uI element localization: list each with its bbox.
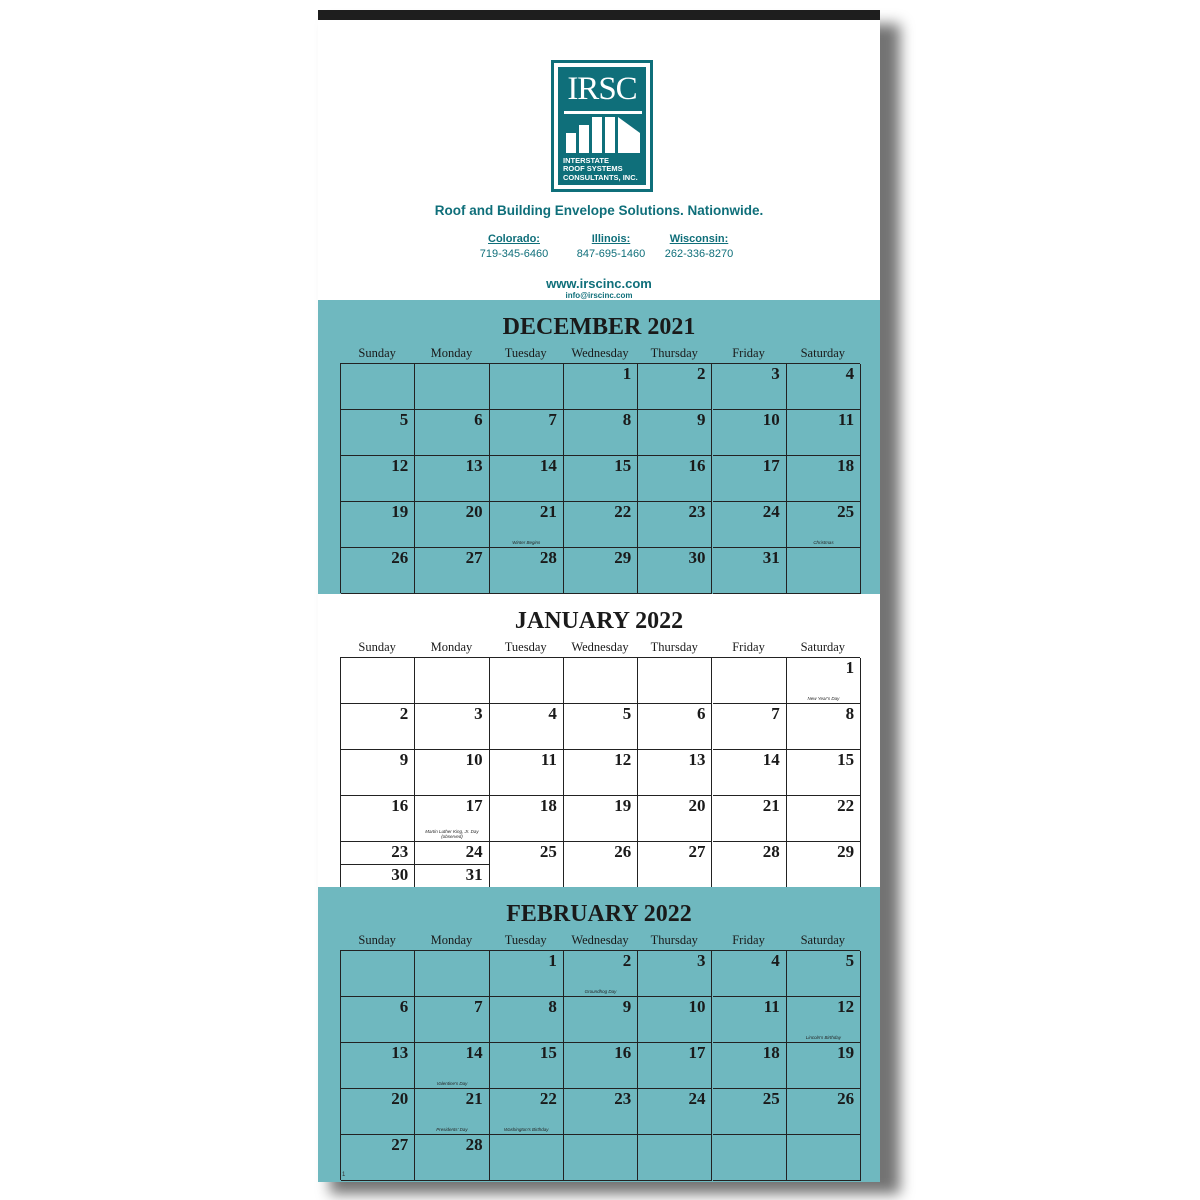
day-cell[interactable] bbox=[341, 1089, 415, 1135]
day-number: 15 bbox=[837, 750, 855, 769]
day-number: 20 bbox=[465, 502, 483, 521]
day-cell[interactable] bbox=[490, 456, 564, 502]
day-number: 27 bbox=[391, 1135, 409, 1154]
weekday-label: Saturday bbox=[800, 640, 846, 654]
day-cell[interactable] bbox=[415, 842, 489, 865]
day-cell[interactable] bbox=[341, 750, 415, 796]
day-number: 22 bbox=[837, 796, 855, 815]
day-number: 11 bbox=[763, 997, 780, 1016]
day-number: 10 bbox=[762, 410, 780, 429]
day-cell[interactable] bbox=[638, 750, 712, 796]
holiday-label: Christmas bbox=[813, 540, 834, 545]
day-number: 17 bbox=[465, 796, 483, 815]
day-cell[interactable] bbox=[415, 456, 489, 502]
day-number: 26 bbox=[614, 842, 632, 861]
day-cell[interactable] bbox=[787, 750, 861, 796]
day-number: 30 bbox=[391, 865, 409, 884]
day-number: 6 bbox=[399, 997, 409, 1016]
day-cell[interactable] bbox=[638, 1089, 712, 1135]
day-cell[interactable] bbox=[490, 410, 564, 456]
weekday-label: Sunday bbox=[358, 640, 396, 654]
day-number: 20 bbox=[391, 1089, 409, 1108]
day-cell[interactable] bbox=[638, 1043, 712, 1089]
day-number: 3 bbox=[771, 364, 780, 383]
weekday-label: Friday bbox=[732, 640, 765, 654]
day-number: 18 bbox=[837, 456, 855, 475]
day-number: 9 bbox=[622, 997, 632, 1016]
day-number: 24 bbox=[688, 1089, 706, 1108]
day-cell[interactable] bbox=[787, 658, 861, 704]
day-number: 17 bbox=[762, 456, 780, 475]
logo-panel bbox=[558, 67, 646, 185]
email-link[interactable]: info@irscinc.com bbox=[565, 291, 633, 300]
day-cell[interactable] bbox=[564, 502, 638, 548]
day-number: 1 bbox=[845, 658, 855, 677]
day-number: 20 bbox=[688, 796, 706, 815]
day-cell[interactable] bbox=[490, 704, 564, 750]
day-cell[interactable] bbox=[787, 951, 861, 997]
day-number: 12 bbox=[614, 750, 632, 769]
day-cell[interactable] bbox=[490, 502, 564, 548]
day-number: 17 bbox=[688, 1043, 706, 1062]
day-cell[interactable] bbox=[564, 796, 638, 842]
day-number: 19 bbox=[391, 502, 409, 521]
day-cell[interactable] bbox=[415, 750, 489, 796]
day-cell[interactable] bbox=[564, 410, 638, 456]
day-cell[interactable] bbox=[341, 364, 415, 410]
logo-subtitle bbox=[563, 157, 644, 182]
location-phone: 262-336-8270 bbox=[664, 248, 734, 260]
day-number: 21 bbox=[465, 1089, 483, 1108]
day-cell[interactable] bbox=[787, 704, 861, 750]
day-number: 21 bbox=[539, 502, 557, 521]
day-number: 13 bbox=[391, 1043, 409, 1062]
day-number: 22 bbox=[539, 1089, 557, 1108]
day-cell[interactable] bbox=[415, 796, 489, 842]
location-name: Illinois: bbox=[591, 233, 631, 245]
day-cell[interactable] bbox=[713, 502, 787, 548]
day-cell[interactable] bbox=[564, 658, 638, 704]
day-cell[interactable] bbox=[415, 548, 489, 594]
day-number: 12 bbox=[837, 997, 855, 1016]
day-cell[interactable] bbox=[638, 658, 712, 704]
day-number: 1 bbox=[622, 364, 632, 383]
day-cell[interactable] bbox=[341, 410, 415, 456]
day-number: 16 bbox=[614, 1043, 632, 1062]
month-title: JANUARY 2022 bbox=[514, 608, 684, 634]
month-grid bbox=[340, 657, 860, 887]
logo-text: IRSC bbox=[567, 71, 637, 107]
day-number: 25 bbox=[762, 1089, 780, 1108]
day-cell[interactable] bbox=[638, 410, 712, 456]
month-title: DECEMBER 2021 bbox=[502, 314, 696, 340]
weekday-label: Wednesday bbox=[571, 933, 629, 947]
day-cell[interactable] bbox=[341, 456, 415, 502]
month-block bbox=[318, 887, 880, 1182]
day-cell[interactable] bbox=[787, 1089, 861, 1135]
day-number: 12 bbox=[391, 456, 409, 475]
weekday-label: Tuesday bbox=[504, 346, 547, 360]
day-number: 7 bbox=[771, 704, 780, 723]
weekday-label: Wednesday bbox=[571, 346, 629, 360]
holiday-label: Martin Luther King, Jr. Day (observed) bbox=[425, 829, 479, 839]
day-cell[interactable] bbox=[490, 951, 564, 997]
day-cell[interactable] bbox=[490, 796, 564, 842]
day-number: 19 bbox=[614, 796, 632, 815]
holiday-label: Lincoln's Birthday bbox=[805, 1035, 842, 1040]
day-cell[interactable] bbox=[564, 1135, 638, 1181]
weekday-header bbox=[340, 933, 860, 948]
day-cell[interactable] bbox=[787, 456, 861, 502]
holiday-label: New Year's Day bbox=[807, 696, 840, 701]
day-number: 23 bbox=[688, 502, 706, 521]
day-number: 23 bbox=[614, 1089, 632, 1108]
day-cell[interactable] bbox=[341, 997, 415, 1043]
day-number: 4 bbox=[548, 704, 557, 723]
day-cell[interactable] bbox=[490, 1135, 564, 1181]
day-number: 5 bbox=[399, 410, 409, 429]
day-cell[interactable] bbox=[713, 548, 787, 594]
weekday-label: Thursday bbox=[650, 933, 698, 947]
weekday-label: Friday bbox=[732, 933, 765, 947]
day-number: 18 bbox=[539, 796, 557, 815]
day-cell[interactable] bbox=[564, 456, 638, 502]
day-cell[interactable] bbox=[564, 704, 638, 750]
day-cell[interactable] bbox=[490, 1089, 564, 1135]
day-cell[interactable] bbox=[490, 364, 564, 410]
day-number: 2 bbox=[696, 364, 706, 383]
day-cell[interactable] bbox=[415, 1043, 489, 1089]
holiday-label: Groundhog Day bbox=[584, 989, 617, 994]
day-cell[interactable] bbox=[638, 456, 712, 502]
day-number: 22 bbox=[614, 502, 632, 521]
day-number: 27 bbox=[465, 548, 483, 567]
day-number: 19 bbox=[837, 1043, 855, 1062]
weekday-label: Tuesday bbox=[504, 640, 547, 654]
logo-subtitle-line: CONSULTANTS, INC. bbox=[563, 172, 638, 182]
day-cell[interactable] bbox=[787, 796, 861, 842]
day-number: 13 bbox=[688, 750, 706, 769]
day-number: 8 bbox=[622, 410, 632, 429]
weekday-label: Thursday bbox=[650, 346, 698, 360]
day-cell[interactable] bbox=[787, 1135, 861, 1181]
day-number: 14 bbox=[762, 750, 780, 769]
day-cell[interactable] bbox=[713, 750, 787, 796]
day-number: 14 bbox=[465, 1043, 483, 1062]
website-link[interactable]: www.irscinc.com bbox=[546, 276, 652, 291]
day-number: 9 bbox=[696, 410, 706, 429]
day-cell[interactable] bbox=[638, 502, 712, 548]
day-cell[interactable] bbox=[341, 865, 415, 888]
day-number: 3 bbox=[696, 951, 706, 970]
day-cell[interactable] bbox=[415, 658, 489, 704]
day-number: 8 bbox=[548, 997, 557, 1016]
day-cell[interactable] bbox=[713, 997, 787, 1043]
building-icon bbox=[564, 111, 642, 153]
day-cell[interactable] bbox=[713, 704, 787, 750]
logo-subtitle-line: ROOF SYSTEMS bbox=[563, 164, 623, 174]
weekday-label: Thursday bbox=[650, 640, 698, 654]
day-cell[interactable] bbox=[415, 1135, 489, 1181]
day-cell[interactable] bbox=[490, 1043, 564, 1089]
day-number: 13 bbox=[465, 456, 483, 475]
logo-subtitle-line: INTERSTATE bbox=[563, 156, 609, 165]
weekday-label: Saturday bbox=[800, 933, 846, 947]
day-cell[interactable] bbox=[638, 796, 712, 842]
day-number: 27 bbox=[688, 842, 706, 861]
weekday-label: Wednesday bbox=[571, 640, 629, 654]
day-cell[interactable] bbox=[564, 842, 638, 888]
day-cell[interactable] bbox=[415, 502, 489, 548]
day-number: 6 bbox=[474, 410, 483, 429]
holiday-label: Valentine's Day bbox=[436, 1081, 468, 1086]
day-cell[interactable] bbox=[713, 658, 787, 704]
holiday-label: Presidents' Day bbox=[436, 1127, 468, 1132]
day-cell[interactable] bbox=[415, 951, 489, 997]
tagline: Roof and Building Envelope Solutions. Nationwide. bbox=[434, 203, 764, 218]
day-cell[interactable] bbox=[787, 410, 861, 456]
weekday-header bbox=[340, 346, 860, 361]
day-number: 16 bbox=[391, 796, 409, 815]
day-cell[interactable] bbox=[638, 842, 712, 888]
day-number: 29 bbox=[614, 548, 632, 567]
day-number: 24 bbox=[465, 842, 483, 861]
day-number: 7 bbox=[548, 410, 557, 429]
day-number: 18 bbox=[762, 1043, 780, 1062]
day-cell[interactable] bbox=[564, 548, 638, 594]
day-number: 29 bbox=[837, 842, 855, 861]
day-number: 5 bbox=[845, 951, 855, 970]
day-number: 21 bbox=[762, 796, 780, 815]
day-cell[interactable] bbox=[787, 364, 861, 410]
day-cell[interactable] bbox=[341, 796, 415, 842]
day-cell[interactable] bbox=[564, 997, 638, 1043]
holiday-label: Winter Begins bbox=[512, 540, 541, 545]
day-cell[interactable] bbox=[638, 364, 712, 410]
day-number: 6 bbox=[696, 704, 706, 723]
page-number: 1 bbox=[342, 1172, 346, 1178]
day-cell[interactable] bbox=[415, 364, 489, 410]
day-number: 11 bbox=[540, 750, 557, 769]
day-cell[interactable] bbox=[341, 502, 415, 548]
holiday-label: Washington's Birthday bbox=[503, 1127, 549, 1132]
day-cell[interactable] bbox=[787, 548, 861, 594]
day-cell[interactable] bbox=[341, 842, 415, 865]
day-number: 28 bbox=[762, 842, 780, 861]
location-phone: 847-695-1460 bbox=[576, 248, 646, 260]
weekday-label: Monday bbox=[430, 933, 473, 947]
day-cell[interactable] bbox=[713, 1043, 787, 1089]
day-number: 15 bbox=[614, 456, 632, 475]
day-number: 25 bbox=[837, 502, 855, 521]
weekday-header bbox=[340, 640, 860, 655]
location-name: Wisconsin: bbox=[669, 233, 729, 245]
day-cell[interactable] bbox=[713, 1135, 787, 1181]
day-cell[interactable] bbox=[638, 997, 712, 1043]
day-cell[interactable] bbox=[341, 658, 415, 704]
location-name: Colorado: bbox=[488, 233, 540, 245]
weekday-label: Saturday bbox=[800, 346, 846, 360]
day-cell[interactable] bbox=[341, 1043, 415, 1089]
location-phone: 719-345-6460 bbox=[479, 248, 549, 260]
location-wisconsin bbox=[639, 232, 759, 262]
day-cell[interactable] bbox=[341, 704, 415, 750]
day-cell[interactable] bbox=[638, 704, 712, 750]
day-cell[interactable] bbox=[341, 548, 415, 594]
day-number: 4 bbox=[771, 951, 780, 970]
day-cell[interactable] bbox=[787, 1043, 861, 1089]
day-number: 7 bbox=[474, 997, 483, 1016]
day-cell[interactable] bbox=[713, 951, 787, 997]
day-cell[interactable] bbox=[415, 410, 489, 456]
day-cell[interactable] bbox=[415, 997, 489, 1043]
day-cell[interactable] bbox=[713, 364, 787, 410]
day-cell[interactable] bbox=[713, 410, 787, 456]
irsc-logo bbox=[551, 60, 653, 192]
day-number: 28 bbox=[539, 548, 557, 567]
weekday-label: Monday bbox=[430, 346, 473, 360]
day-number: 26 bbox=[837, 1089, 855, 1108]
weekday-label: Friday bbox=[732, 346, 765, 360]
day-number: 2 bbox=[622, 951, 632, 970]
month-grid bbox=[340, 950, 860, 1180]
weekday-label: Tuesday bbox=[504, 933, 547, 947]
day-number: 28 bbox=[465, 1135, 483, 1154]
day-cell[interactable] bbox=[638, 1135, 712, 1181]
day-cell[interactable] bbox=[564, 364, 638, 410]
day-cell[interactable] bbox=[490, 842, 564, 888]
weekday-label: Monday bbox=[430, 640, 473, 654]
day-number: 31 bbox=[762, 548, 780, 567]
day-number: 9 bbox=[399, 750, 409, 769]
day-number: 16 bbox=[688, 456, 706, 475]
day-number: 31 bbox=[465, 865, 483, 884]
day-cell[interactable] bbox=[564, 750, 638, 796]
day-number: 2 bbox=[399, 704, 409, 723]
day-number: 8 bbox=[845, 704, 855, 723]
day-cell[interactable] bbox=[638, 951, 712, 997]
day-number: 30 bbox=[688, 548, 706, 567]
day-cell[interactable] bbox=[415, 865, 489, 888]
day-number: 5 bbox=[622, 704, 632, 723]
weekday-label: Sunday bbox=[358, 933, 396, 947]
day-cell[interactable] bbox=[713, 456, 787, 502]
day-cell[interactable] bbox=[564, 1089, 638, 1135]
day-number: 25 bbox=[539, 842, 557, 861]
day-number: 4 bbox=[845, 364, 855, 383]
day-cell[interactable] bbox=[787, 502, 861, 548]
day-cell[interactable] bbox=[564, 1043, 638, 1089]
day-cell[interactable] bbox=[341, 951, 415, 997]
day-number: 11 bbox=[838, 410, 855, 429]
day-number: 1 bbox=[548, 951, 557, 970]
day-number: 3 bbox=[474, 704, 483, 723]
day-number: 23 bbox=[391, 842, 409, 861]
day-cell[interactable] bbox=[713, 796, 787, 842]
day-number: 26 bbox=[391, 548, 409, 567]
day-number: 10 bbox=[465, 750, 483, 769]
day-number: 14 bbox=[539, 456, 557, 475]
day-cell[interactable] bbox=[490, 548, 564, 594]
day-cell[interactable] bbox=[713, 842, 787, 888]
month-title: FEBRUARY 2022 bbox=[506, 901, 692, 927]
day-cell[interactable] bbox=[490, 658, 564, 704]
day-cell[interactable] bbox=[415, 1089, 489, 1135]
day-cell[interactable] bbox=[415, 704, 489, 750]
top-binding bbox=[318, 10, 880, 20]
calendar-sheet bbox=[318, 10, 880, 1182]
month-grid bbox=[340, 363, 860, 593]
day-cell[interactable] bbox=[638, 548, 712, 594]
day-cell[interactable] bbox=[490, 750, 564, 796]
day-number: 15 bbox=[539, 1043, 557, 1062]
month-block bbox=[318, 300, 880, 594]
day-cell[interactable] bbox=[341, 1135, 415, 1181]
day-cell[interactable] bbox=[564, 951, 638, 997]
month-block bbox=[318, 594, 880, 887]
company-header bbox=[318, 20, 880, 310]
day-number: 10 bbox=[688, 997, 706, 1016]
day-cell[interactable] bbox=[490, 997, 564, 1043]
weekday-label: Sunday bbox=[358, 346, 396, 360]
day-cell[interactable] bbox=[713, 1089, 787, 1135]
day-number: 24 bbox=[762, 502, 780, 521]
day-cell[interactable] bbox=[787, 997, 861, 1043]
day-cell[interactable] bbox=[787, 842, 861, 888]
